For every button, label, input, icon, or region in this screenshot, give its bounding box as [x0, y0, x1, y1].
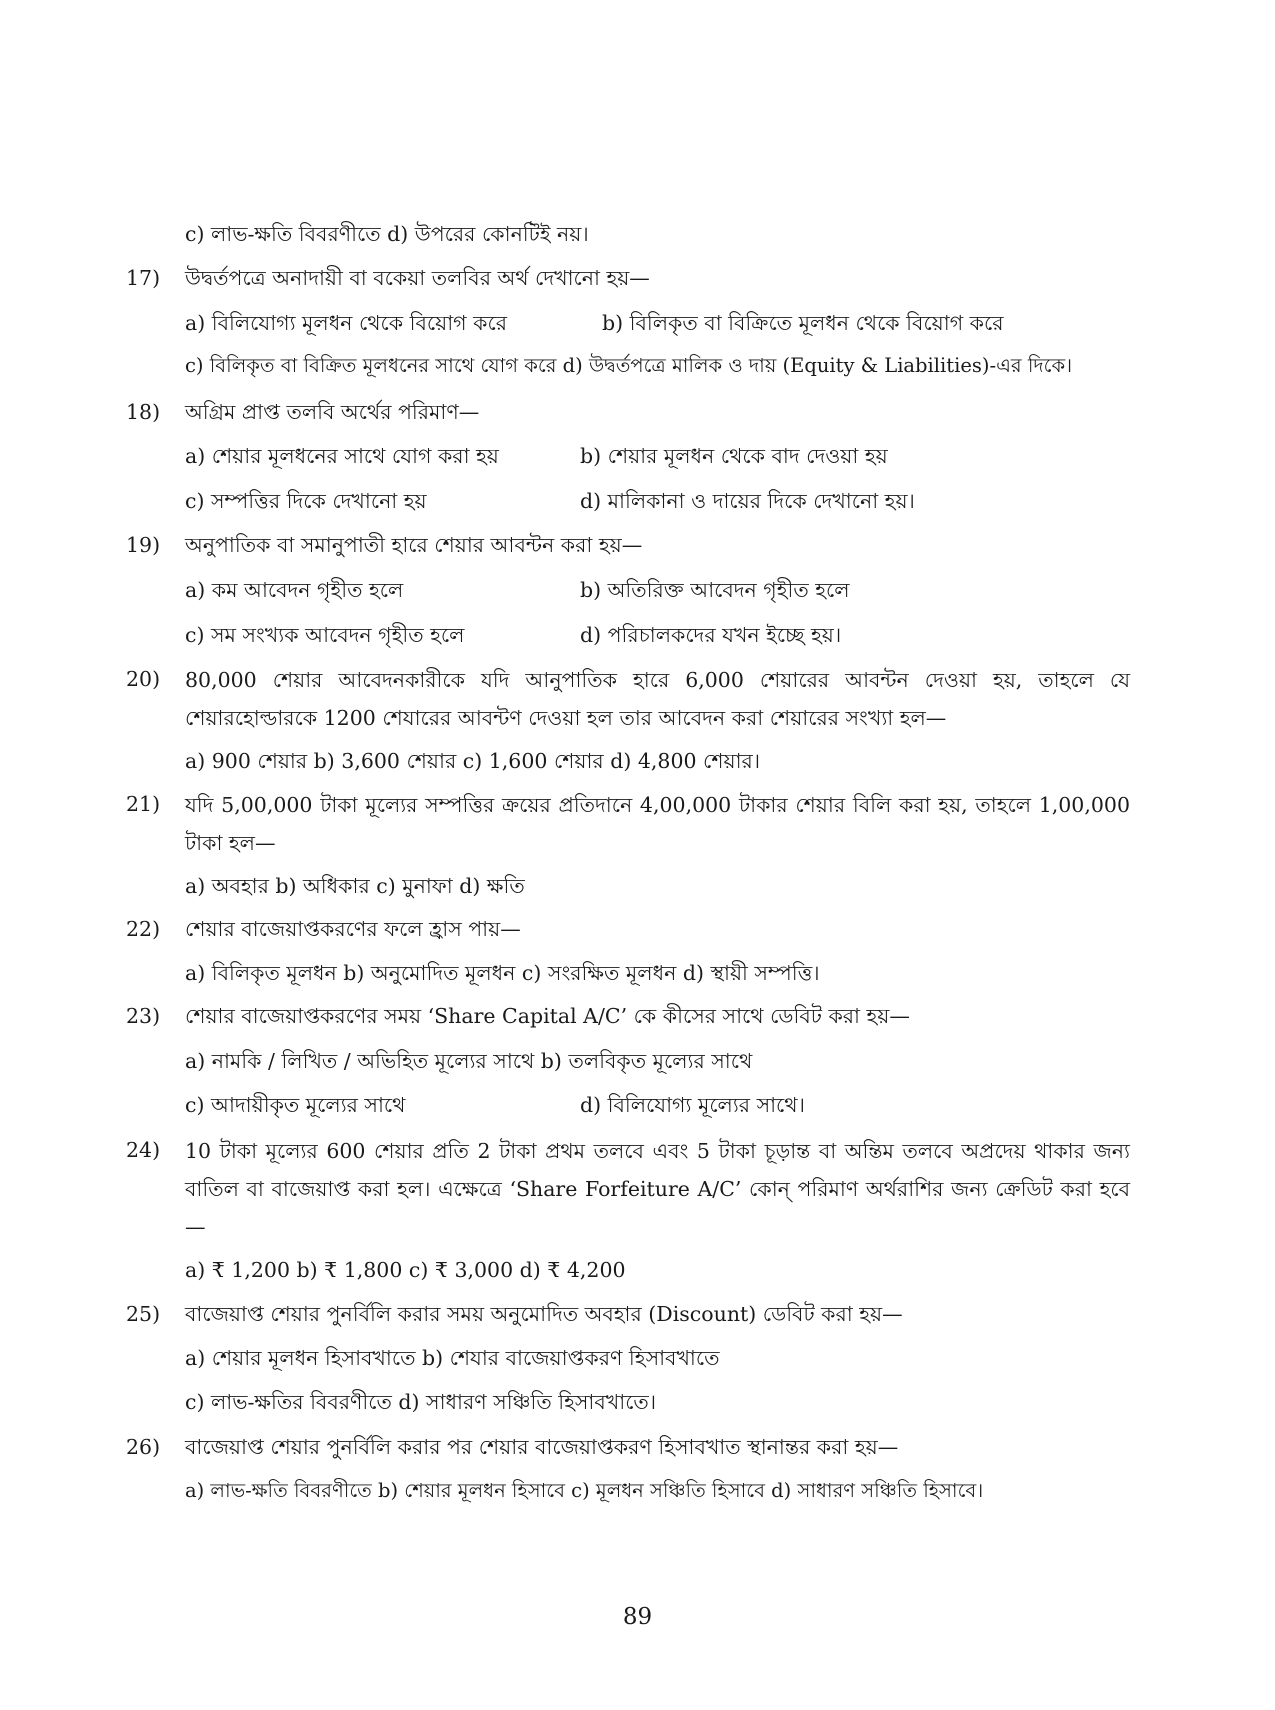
option-d: d) বিলিযোগ্য মূল্যের সাথে। [580, 1093, 805, 1117]
option-b: b) বিলিকৃত বা বিক্রিতে মূলধন থেকে বিয়োগ করে [602, 311, 1004, 335]
option-a: a) বিলিযোগ্য মূলধন থেকে বিয়োগ করে [185, 311, 507, 335]
question-number: 18) [126, 400, 161, 424]
options-row: a) 900 শেয়ার b) 3,600 শেয়ার c) 1,600 শেয়ার d) 4,800 শেয়ার। [185, 749, 761, 773]
question-text: উদ্বর্তপত্রে অনাদায়ী বা বকেয়া তলবির অর্থ দেখানো হয়— [185, 266, 650, 290]
question-text: যদি 5,00,000 টাকা মূল্যের সম্পত্তির ক্রয়ের প্রতিদানে 4,00,000 টাকার শেয়ার বিলি করা হয়, তাহলে 1,00,000 টাকা হল— [185, 793, 1130, 855]
question-number: 20) [126, 667, 161, 691]
option-cd: c) লাভ-ক্ষতির বিবরণীতে d) সাধারণ সঞ্চিতি হিসাবখাতে। [185, 1390, 657, 1414]
question-number: 22) [126, 917, 161, 941]
option-a: a) শেয়ার মূলধনের সাথে যোগ করা হয় [185, 444, 499, 468]
q16-options-tail: c) লাভ-ক্ষতি বিবরণীতে d) উপরের কোনটিই নয়। [185, 222, 589, 246]
question-number: 23) [126, 1004, 161, 1028]
option-a: a) কম আবেদন গৃহীত হলে [185, 578, 404, 602]
question-number: 25) [126, 1302, 161, 1326]
option-ab: a) শেয়ার মূলধন হিসাবখাতে b) শেযার বাজেয়াপ্তকরণ হিসাবখাতে [185, 1346, 720, 1370]
question-text: বাজেয়াপ্ত শেয়ার পুনর্বিলি করার সময় অনুমোদিত অবহার (Discount) ডেবিট করা হয়— [185, 1302, 903, 1326]
options-row: a) ₹ 1,200 b) ₹ 1,800 c) ₹ 3,000 d) ₹ 4,200 [185, 1258, 626, 1282]
option-ab: a) নামকি / লিখিত / অভিহিত মূল্যের সাথে b) তলবিকৃত মূল্যের সাথে [185, 1049, 753, 1073]
question-number: 24) [126, 1138, 161, 1162]
options-row: a) অবহার b) অধিকার c) মুনাফা d) ক্ষতি [185, 874, 525, 898]
option-cd: c) বিলিকৃত বা বিক্রিত মূলধনের সাথে যোগ করে d) উদ্বর্তপত্রে মালিক ও দায় (Equity & Liabilities)-এর দিকে। [185, 354, 1073, 377]
question-number: 26) [126, 1435, 161, 1459]
option-c: c) আদায়ীকৃত মূল্যের সাথে [185, 1093, 406, 1117]
option-b: b) অতিরিক্ত আবেদন গৃহীত হলে [580, 578, 850, 602]
option-d: d) পরিচালকদের যখন ইচ্ছে হয়। [580, 623, 842, 647]
option-c: c) সম্পত্তির দিকে দেখানো হয় [185, 489, 427, 513]
question-text: শেয়ার বাজেয়াপ্তকরণের সময় ‘Share Capital A/C’ কে কীসের সাথে ডেবিট করা হয়— [185, 1004, 910, 1028]
question-number: 17) [126, 266, 161, 290]
question-number: 19) [126, 533, 161, 557]
question-text: শেয়ার বাজেয়াপ্তকরণের ফলে হ্রাস পায়— [185, 917, 521, 941]
question-text: অনুপাতিক বা সমানুপাতী হারে শেয়ার আবন্টন করা হয়— [185, 533, 643, 557]
question-text: 10 টাকা মূল্যের 600 শেয়ার প্রতি 2 টাকা প্রথম তলবে এবং 5 টাকা চূড়ান্ত বা অন্তিম তলবে অপ্রদেয় থাকার জন্য বাতিল বা বাজেয়াপ্ত করা হল। এক্ষেত্রে ‘Share Forfeiture A/C’ কোন্ পরিমাণ অর্থরাশির জন্য ক্রেডিট করা হবে— [185, 1139, 1130, 1239]
question-text: অগ্রিম প্রাপ্ত তলবি অর্থের পরিমাণ— [185, 400, 480, 424]
option-c: c) সম সংখ্যক আবেদন গৃহীত হলে [185, 623, 465, 647]
options-row: a) লাভ-ক্ষতি বিবরণীতে b) শেয়ার মূলধন হিসাবে c) মূলধন সঞ্চিতি হিসাবে d) সাধারণ সঞ্চিতি হিসাবে। [185, 1479, 984, 1502]
options-row: a) বিলিকৃত মূলধন b) অনুমোদিত মূলধন c) সংরক্ষিত মূলধন d) স্থায়ী সম্পত্তি। [185, 961, 820, 985]
question-number: 21) [126, 792, 161, 816]
option-b: b) শেয়ার মূলধন থেকে বাদ দেওয়া হয় [580, 444, 888, 468]
question-text: বাজেয়াপ্ত শেয়ার পুনর্বিলি করার পর শেয়ার বাজেয়াপ্তকরণ হিসাবখাত স্থানান্তর করা হয়— [185, 1435, 899, 1459]
question-text: 80,000 শেয়ার আবেদনকারীকে যদি আনুপাতিক হারে 6,000 শেয়ারের আবন্টন দেওয়া হয়, তাহলে যে শেয়ারহোল্ডারকে 1200 শেযারের আবন্টণ দেওয়া হল তার আবেদন করা শেয়ারের সংখ্যা হল— [185, 668, 1131, 730]
page-number: 89 [622, 1604, 653, 1630]
option-d: d) মালিকানা ও দায়ের দিকে দেখানো হয়। [580, 489, 915, 513]
